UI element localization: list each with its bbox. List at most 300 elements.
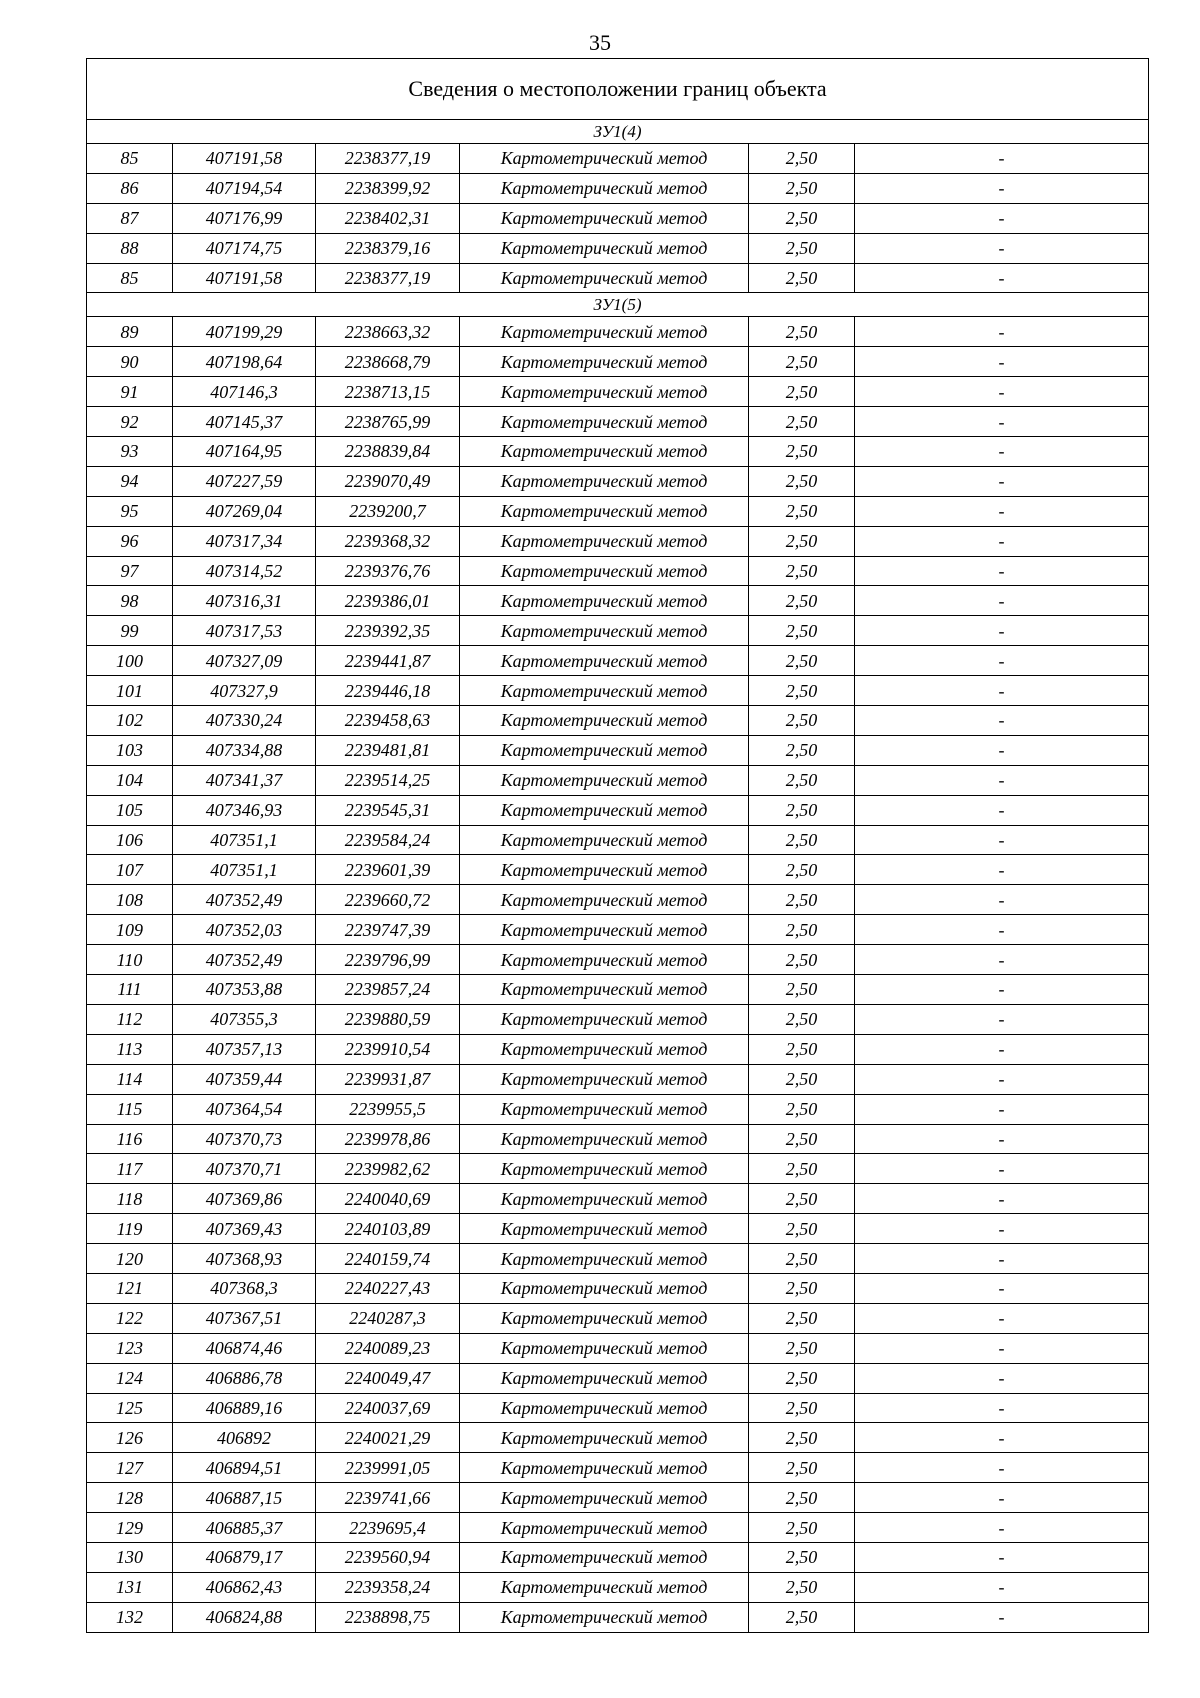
y-coordinate-cell: 2239584,24 — [316, 825, 460, 855]
point-number-cell: 105 — [87, 795, 173, 825]
method-cell: Картометрический метод — [460, 1034, 749, 1064]
x-coordinate-cell: 407176,99 — [173, 203, 316, 233]
method-cell: Картометрический метод — [460, 556, 749, 586]
x-coordinate-cell: 406885,37 — [173, 1513, 316, 1543]
x-coordinate-cell: 407191,58 — [173, 144, 316, 174]
table-row — [87, 855, 1149, 885]
accuracy-cell: 2,50 — [749, 825, 855, 855]
accuracy-cell: 2,50 — [749, 1483, 855, 1513]
accuracy-cell: 2,50 — [749, 1094, 855, 1124]
point-number-cell: 96 — [87, 526, 173, 556]
table-row — [87, 1124, 1149, 1154]
y-coordinate-cell: 2239660,72 — [316, 885, 460, 915]
x-coordinate-cell: 407174,75 — [173, 233, 316, 263]
method-cell: Картометрический метод — [460, 825, 749, 855]
table-row — [87, 1393, 1149, 1423]
description-cell: - — [855, 676, 1149, 706]
method-cell: Картометрический метод — [460, 915, 749, 945]
y-coordinate-cell: 2240049,47 — [316, 1363, 460, 1393]
x-coordinate-cell: 407352,49 — [173, 945, 316, 975]
point-number-cell: 91 — [87, 377, 173, 407]
x-coordinate-cell: 407357,13 — [173, 1034, 316, 1064]
x-coordinate-cell: 406887,15 — [173, 1483, 316, 1513]
table-row — [87, 915, 1149, 945]
accuracy-cell: 2,50 — [749, 975, 855, 1005]
method-cell: Картометрический метод — [460, 855, 749, 885]
accuracy-cell: 2,50 — [749, 1393, 855, 1423]
table-title-row — [87, 59, 1149, 120]
method-cell: Картометрический метод — [460, 1363, 749, 1393]
y-coordinate-cell: 2239955,5 — [316, 1094, 460, 1124]
y-coordinate-cell: 2240159,74 — [316, 1244, 460, 1274]
point-number-cell: 88 — [87, 233, 173, 263]
point-number-cell: 104 — [87, 765, 173, 795]
method-cell: Картометрический метод — [460, 1602, 749, 1632]
table-row — [87, 1363, 1149, 1393]
y-coordinate-cell: 2240021,29 — [316, 1423, 460, 1453]
method-cell: Картометрический метод — [460, 1064, 749, 1094]
x-coordinate-cell: 407359,44 — [173, 1064, 316, 1094]
accuracy-cell: 2,50 — [749, 1064, 855, 1094]
y-coordinate-cell: 2238377,19 — [316, 144, 460, 174]
y-coordinate-cell: 2238399,92 — [316, 173, 460, 203]
y-coordinate-cell: 2240287,3 — [316, 1303, 460, 1333]
description-cell: - — [855, 915, 1149, 945]
method-cell: Картометрический метод — [460, 1542, 749, 1572]
method-cell: Картометрический метод — [460, 437, 749, 467]
x-coordinate-cell: 407334,88 — [173, 735, 316, 765]
y-coordinate-cell: 2239070,49 — [316, 466, 460, 496]
table-row — [87, 466, 1149, 496]
description-cell: - — [855, 1453, 1149, 1483]
x-coordinate-cell: 407355,3 — [173, 1004, 316, 1034]
point-number-cell: 93 — [87, 437, 173, 467]
description-cell: - — [855, 1513, 1149, 1543]
method-cell: Картометрический метод — [460, 1303, 749, 1333]
section-header-row — [87, 293, 1149, 317]
description-cell: - — [855, 1184, 1149, 1214]
section-header-row — [87, 120, 1149, 144]
y-coordinate-cell: 2238663,32 — [316, 317, 460, 347]
table-row — [87, 347, 1149, 377]
table-row — [87, 975, 1149, 1005]
table-row — [87, 795, 1149, 825]
point-number-cell: 97 — [87, 556, 173, 586]
description-cell: - — [855, 233, 1149, 263]
description-cell: - — [855, 616, 1149, 646]
y-coordinate-cell: 2239978,86 — [316, 1124, 460, 1154]
point-number-cell: 120 — [87, 1244, 173, 1274]
method-cell: Картометрический метод — [460, 1184, 749, 1214]
accuracy-cell: 2,50 — [749, 676, 855, 706]
point-number-cell: 114 — [87, 1064, 173, 1094]
method-cell: Картометрический метод — [460, 1154, 749, 1184]
table-row — [87, 317, 1149, 347]
x-coordinate-cell: 407367,51 — [173, 1303, 316, 1333]
table-row — [87, 825, 1149, 855]
table-row — [87, 616, 1149, 646]
description-cell: - — [855, 765, 1149, 795]
point-number-cell: 125 — [87, 1393, 173, 1423]
description-cell: - — [855, 975, 1149, 1005]
description-cell: - — [855, 437, 1149, 467]
point-number-cell: 115 — [87, 1094, 173, 1124]
table-row — [87, 1064, 1149, 1094]
point-number-cell: 107 — [87, 855, 173, 885]
table-row — [87, 1303, 1149, 1333]
accuracy-cell: 2,50 — [749, 1154, 855, 1184]
table-row — [87, 706, 1149, 736]
table-row — [87, 263, 1149, 293]
accuracy-cell: 2,50 — [749, 1572, 855, 1602]
description-cell: - — [855, 1273, 1149, 1303]
accuracy-cell: 2,50 — [749, 203, 855, 233]
accuracy-cell: 2,50 — [749, 795, 855, 825]
accuracy-cell: 2,50 — [749, 1602, 855, 1632]
method-cell: Картометрический метод — [460, 317, 749, 347]
method-cell: Картометрический метод — [460, 526, 749, 556]
table-title: Сведения о местоположении границ объекта — [87, 59, 1149, 120]
accuracy-cell: 2,50 — [749, 945, 855, 975]
point-number-cell: 119 — [87, 1214, 173, 1244]
method-cell: Картометрический метод — [460, 765, 749, 795]
table-row — [87, 496, 1149, 526]
method-cell: Картометрический метод — [460, 885, 749, 915]
method-cell: Картометрический метод — [460, 586, 749, 616]
table-row — [87, 1214, 1149, 1244]
x-coordinate-cell: 407227,59 — [173, 466, 316, 496]
method-cell: Картометрический метод — [460, 1273, 749, 1303]
y-coordinate-cell: 2239796,99 — [316, 945, 460, 975]
y-coordinate-cell: 2239441,87 — [316, 646, 460, 676]
description-cell: - — [855, 735, 1149, 765]
point-number-cell: 106 — [87, 825, 173, 855]
x-coordinate-cell: 407314,52 — [173, 556, 316, 586]
accuracy-cell: 2,50 — [749, 1303, 855, 1333]
accuracy-cell: 2,50 — [749, 263, 855, 293]
method-cell: Картометрический метод — [460, 1513, 749, 1543]
method-cell: Картометрический метод — [460, 144, 749, 174]
method-cell: Картометрический метод — [460, 466, 749, 496]
page-number: 35 — [589, 30, 611, 55]
point-number-cell: 90 — [87, 347, 173, 377]
y-coordinate-cell: 2239458,63 — [316, 706, 460, 736]
description-cell: - — [855, 1124, 1149, 1154]
x-coordinate-cell: 407351,1 — [173, 825, 316, 855]
description-cell: - — [855, 1393, 1149, 1423]
point-number-cell: 126 — [87, 1423, 173, 1453]
point-number-cell: 121 — [87, 1273, 173, 1303]
method-cell: Картометрический метод — [460, 1572, 749, 1602]
y-coordinate-cell: 2240089,23 — [316, 1333, 460, 1363]
table-row — [87, 1244, 1149, 1274]
y-coordinate-cell: 2239741,66 — [316, 1483, 460, 1513]
x-coordinate-cell: 407269,04 — [173, 496, 316, 526]
y-coordinate-cell: 2239376,76 — [316, 556, 460, 586]
y-coordinate-cell: 2238377,19 — [316, 263, 460, 293]
x-coordinate-cell: 407352,49 — [173, 885, 316, 915]
point-number-cell: 85 — [87, 263, 173, 293]
method-cell: Картометрический метод — [460, 203, 749, 233]
accuracy-cell: 2,50 — [749, 735, 855, 765]
x-coordinate-cell: 406824,88 — [173, 1602, 316, 1632]
point-number-cell: 86 — [87, 173, 173, 203]
description-cell: - — [855, 825, 1149, 855]
table-row — [87, 203, 1149, 233]
description-cell: - — [855, 1244, 1149, 1274]
point-number-cell: 122 — [87, 1303, 173, 1333]
point-number-cell: 103 — [87, 735, 173, 765]
table-row — [87, 885, 1149, 915]
accuracy-cell: 2,50 — [749, 556, 855, 586]
table-row — [87, 1453, 1149, 1483]
table-row — [87, 377, 1149, 407]
accuracy-cell: 2,50 — [749, 1214, 855, 1244]
y-coordinate-cell: 2238839,84 — [316, 437, 460, 467]
description-cell: - — [855, 795, 1149, 825]
method-cell: Картометрический метод — [460, 1124, 749, 1154]
method-cell: Картометрический метод — [460, 735, 749, 765]
point-number-cell: 118 — [87, 1184, 173, 1214]
x-coordinate-cell: 407164,95 — [173, 437, 316, 467]
x-coordinate-cell: 406862,43 — [173, 1572, 316, 1602]
x-coordinate-cell: 407364,54 — [173, 1094, 316, 1124]
accuracy-cell: 2,50 — [749, 586, 855, 616]
point-number-cell: 87 — [87, 203, 173, 233]
table-row — [87, 735, 1149, 765]
boundary-table — [86, 58, 1149, 1633]
method-cell: Картометрический метод — [460, 1244, 749, 1274]
x-coordinate-cell: 407346,93 — [173, 795, 316, 825]
accuracy-cell: 2,50 — [749, 706, 855, 736]
description-cell: - — [855, 885, 1149, 915]
x-coordinate-cell: 407191,58 — [173, 263, 316, 293]
method-cell: Картометрический метод — [460, 496, 749, 526]
table-row — [87, 526, 1149, 556]
method-cell: Картометрический метод — [460, 795, 749, 825]
y-coordinate-cell: 2239982,62 — [316, 1154, 460, 1184]
point-number-cell: 108 — [87, 885, 173, 915]
y-coordinate-cell: 2240037,69 — [316, 1393, 460, 1423]
description-cell: - — [855, 317, 1149, 347]
description-cell: - — [855, 586, 1149, 616]
method-cell: Картометрический метод — [460, 377, 749, 407]
x-coordinate-cell: 407352,03 — [173, 915, 316, 945]
table-row — [87, 1483, 1149, 1513]
accuracy-cell: 2,50 — [749, 1513, 855, 1543]
description-cell: - — [855, 1333, 1149, 1363]
point-number-cell: 94 — [87, 466, 173, 496]
point-number-cell: 132 — [87, 1602, 173, 1632]
y-coordinate-cell: 2239991,05 — [316, 1453, 460, 1483]
x-coordinate-cell: 407370,71 — [173, 1154, 316, 1184]
accuracy-cell: 2,50 — [749, 1004, 855, 1034]
accuracy-cell: 2,50 — [749, 1124, 855, 1154]
table-row — [87, 1273, 1149, 1303]
description-cell: - — [855, 173, 1149, 203]
description-cell: - — [855, 1542, 1149, 1572]
method-cell: Картометрический метод — [460, 1333, 749, 1363]
point-number-cell: 99 — [87, 616, 173, 646]
accuracy-cell: 2,50 — [749, 347, 855, 377]
table-row — [87, 945, 1149, 975]
point-number-cell: 127 — [87, 1453, 173, 1483]
accuracy-cell: 2,50 — [749, 496, 855, 526]
table-row — [87, 1184, 1149, 1214]
y-coordinate-cell: 2239910,54 — [316, 1034, 460, 1064]
description-cell: - — [855, 496, 1149, 526]
y-coordinate-cell: 2238668,79 — [316, 347, 460, 377]
description-cell: - — [855, 1154, 1149, 1184]
x-coordinate-cell: 407368,3 — [173, 1273, 316, 1303]
method-cell: Картометрический метод — [460, 1214, 749, 1244]
point-number-cell: 89 — [87, 317, 173, 347]
y-coordinate-cell: 2239392,35 — [316, 616, 460, 646]
y-coordinate-cell: 2240227,43 — [316, 1273, 460, 1303]
method-cell: Картометрический метод — [460, 1483, 749, 1513]
method-cell: Картометрический метод — [460, 975, 749, 1005]
point-number-cell: 123 — [87, 1333, 173, 1363]
accuracy-cell: 2,50 — [749, 915, 855, 945]
description-cell: - — [855, 526, 1149, 556]
accuracy-cell: 2,50 — [749, 466, 855, 496]
y-coordinate-cell: 2240040,69 — [316, 1184, 460, 1214]
x-coordinate-cell: 407327,09 — [173, 646, 316, 676]
method-cell: Картометрический метод — [460, 945, 749, 975]
section-name: ЗУ1(5) — [87, 293, 1149, 317]
description-cell: - — [855, 1004, 1149, 1034]
y-coordinate-cell: 2239386,01 — [316, 586, 460, 616]
table-row — [87, 1004, 1149, 1034]
table-row — [87, 646, 1149, 676]
point-number-cell: 124 — [87, 1363, 173, 1393]
table-row — [87, 173, 1149, 203]
point-number-cell: 112 — [87, 1004, 173, 1034]
x-coordinate-cell: 407330,24 — [173, 706, 316, 736]
y-coordinate-cell: 2239880,59 — [316, 1004, 460, 1034]
table-row — [87, 1423, 1149, 1453]
x-coordinate-cell: 407198,64 — [173, 347, 316, 377]
x-coordinate-cell: 407146,3 — [173, 377, 316, 407]
method-cell: Картометрический метод — [460, 706, 749, 736]
point-number-cell: 101 — [87, 676, 173, 706]
x-coordinate-cell: 406886,78 — [173, 1363, 316, 1393]
table-row — [87, 1333, 1149, 1363]
accuracy-cell: 2,50 — [749, 646, 855, 676]
accuracy-cell: 2,50 — [749, 1363, 855, 1393]
point-number-cell: 102 — [87, 706, 173, 736]
point-number-cell: 117 — [87, 1154, 173, 1184]
description-cell: - — [855, 347, 1149, 377]
description-cell: - — [855, 855, 1149, 885]
table-row — [87, 144, 1149, 174]
y-coordinate-cell: 2238379,16 — [316, 233, 460, 263]
method-cell: Картометрический метод — [460, 263, 749, 293]
x-coordinate-cell: 406879,17 — [173, 1542, 316, 1572]
description-cell: - — [855, 646, 1149, 676]
method-cell: Картометрический метод — [460, 616, 749, 646]
x-coordinate-cell: 407368,93 — [173, 1244, 316, 1274]
description-cell: - — [855, 1034, 1149, 1064]
description-cell: - — [855, 556, 1149, 586]
description-cell: - — [855, 144, 1149, 174]
x-coordinate-cell: 407369,43 — [173, 1214, 316, 1244]
description-cell: - — [855, 466, 1149, 496]
point-number-cell: 100 — [87, 646, 173, 676]
y-coordinate-cell: 2238402,31 — [316, 203, 460, 233]
description-cell: - — [855, 1602, 1149, 1632]
y-coordinate-cell: 2239368,32 — [316, 526, 460, 556]
x-coordinate-cell: 406894,51 — [173, 1453, 316, 1483]
x-coordinate-cell: 407194,54 — [173, 173, 316, 203]
x-coordinate-cell: 407353,88 — [173, 975, 316, 1005]
point-number-cell: 113 — [87, 1034, 173, 1064]
point-number-cell: 130 — [87, 1542, 173, 1572]
method-cell: Картометрический метод — [460, 347, 749, 377]
table-row — [87, 1542, 1149, 1572]
x-coordinate-cell: 407316,31 — [173, 586, 316, 616]
accuracy-cell: 2,50 — [749, 1034, 855, 1064]
table-row — [87, 407, 1149, 437]
x-coordinate-cell: 407145,37 — [173, 407, 316, 437]
description-cell: - — [855, 1363, 1149, 1393]
point-number-cell: 129 — [87, 1513, 173, 1543]
x-coordinate-cell: 407199,29 — [173, 317, 316, 347]
method-cell: Картометрический метод — [460, 1423, 749, 1453]
table-row — [87, 1602, 1149, 1632]
y-coordinate-cell: 2239747,39 — [316, 915, 460, 945]
x-coordinate-cell: 406892 — [173, 1423, 316, 1453]
method-cell: Картометрический метод — [460, 1393, 749, 1423]
method-cell: Картометрический метод — [460, 646, 749, 676]
accuracy-cell: 2,50 — [749, 233, 855, 263]
table-row — [87, 765, 1149, 795]
description-cell: - — [855, 1483, 1149, 1513]
accuracy-cell: 2,50 — [749, 437, 855, 467]
accuracy-cell: 2,50 — [749, 526, 855, 556]
method-cell: Картометрический метод — [460, 1004, 749, 1034]
x-coordinate-cell: 407341,37 — [173, 765, 316, 795]
accuracy-cell: 2,50 — [749, 144, 855, 174]
table-row — [87, 676, 1149, 706]
y-coordinate-cell: 2240103,89 — [316, 1214, 460, 1244]
point-number-cell: 110 — [87, 945, 173, 975]
description-cell: - — [855, 1094, 1149, 1124]
point-number-cell: 95 — [87, 496, 173, 526]
table-row — [87, 233, 1149, 263]
y-coordinate-cell: 2238713,15 — [316, 377, 460, 407]
accuracy-cell: 2,50 — [749, 407, 855, 437]
description-cell: - — [855, 263, 1149, 293]
y-coordinate-cell: 2239601,39 — [316, 855, 460, 885]
x-coordinate-cell: 407317,53 — [173, 616, 316, 646]
x-coordinate-cell: 406874,46 — [173, 1333, 316, 1363]
x-coordinate-cell: 407369,86 — [173, 1184, 316, 1214]
y-coordinate-cell: 2239545,31 — [316, 795, 460, 825]
point-number-cell: 109 — [87, 915, 173, 945]
accuracy-cell: 2,50 — [749, 317, 855, 347]
description-cell: - — [855, 377, 1149, 407]
y-coordinate-cell: 2239200,7 — [316, 496, 460, 526]
description-cell: - — [855, 203, 1149, 233]
accuracy-cell: 2,50 — [749, 765, 855, 795]
point-number-cell: 98 — [87, 586, 173, 616]
table-row — [87, 1034, 1149, 1064]
description-cell: - — [855, 1214, 1149, 1244]
section-name: ЗУ1(4) — [87, 120, 1149, 144]
accuracy-cell: 2,50 — [749, 1273, 855, 1303]
table-row — [87, 1572, 1149, 1602]
